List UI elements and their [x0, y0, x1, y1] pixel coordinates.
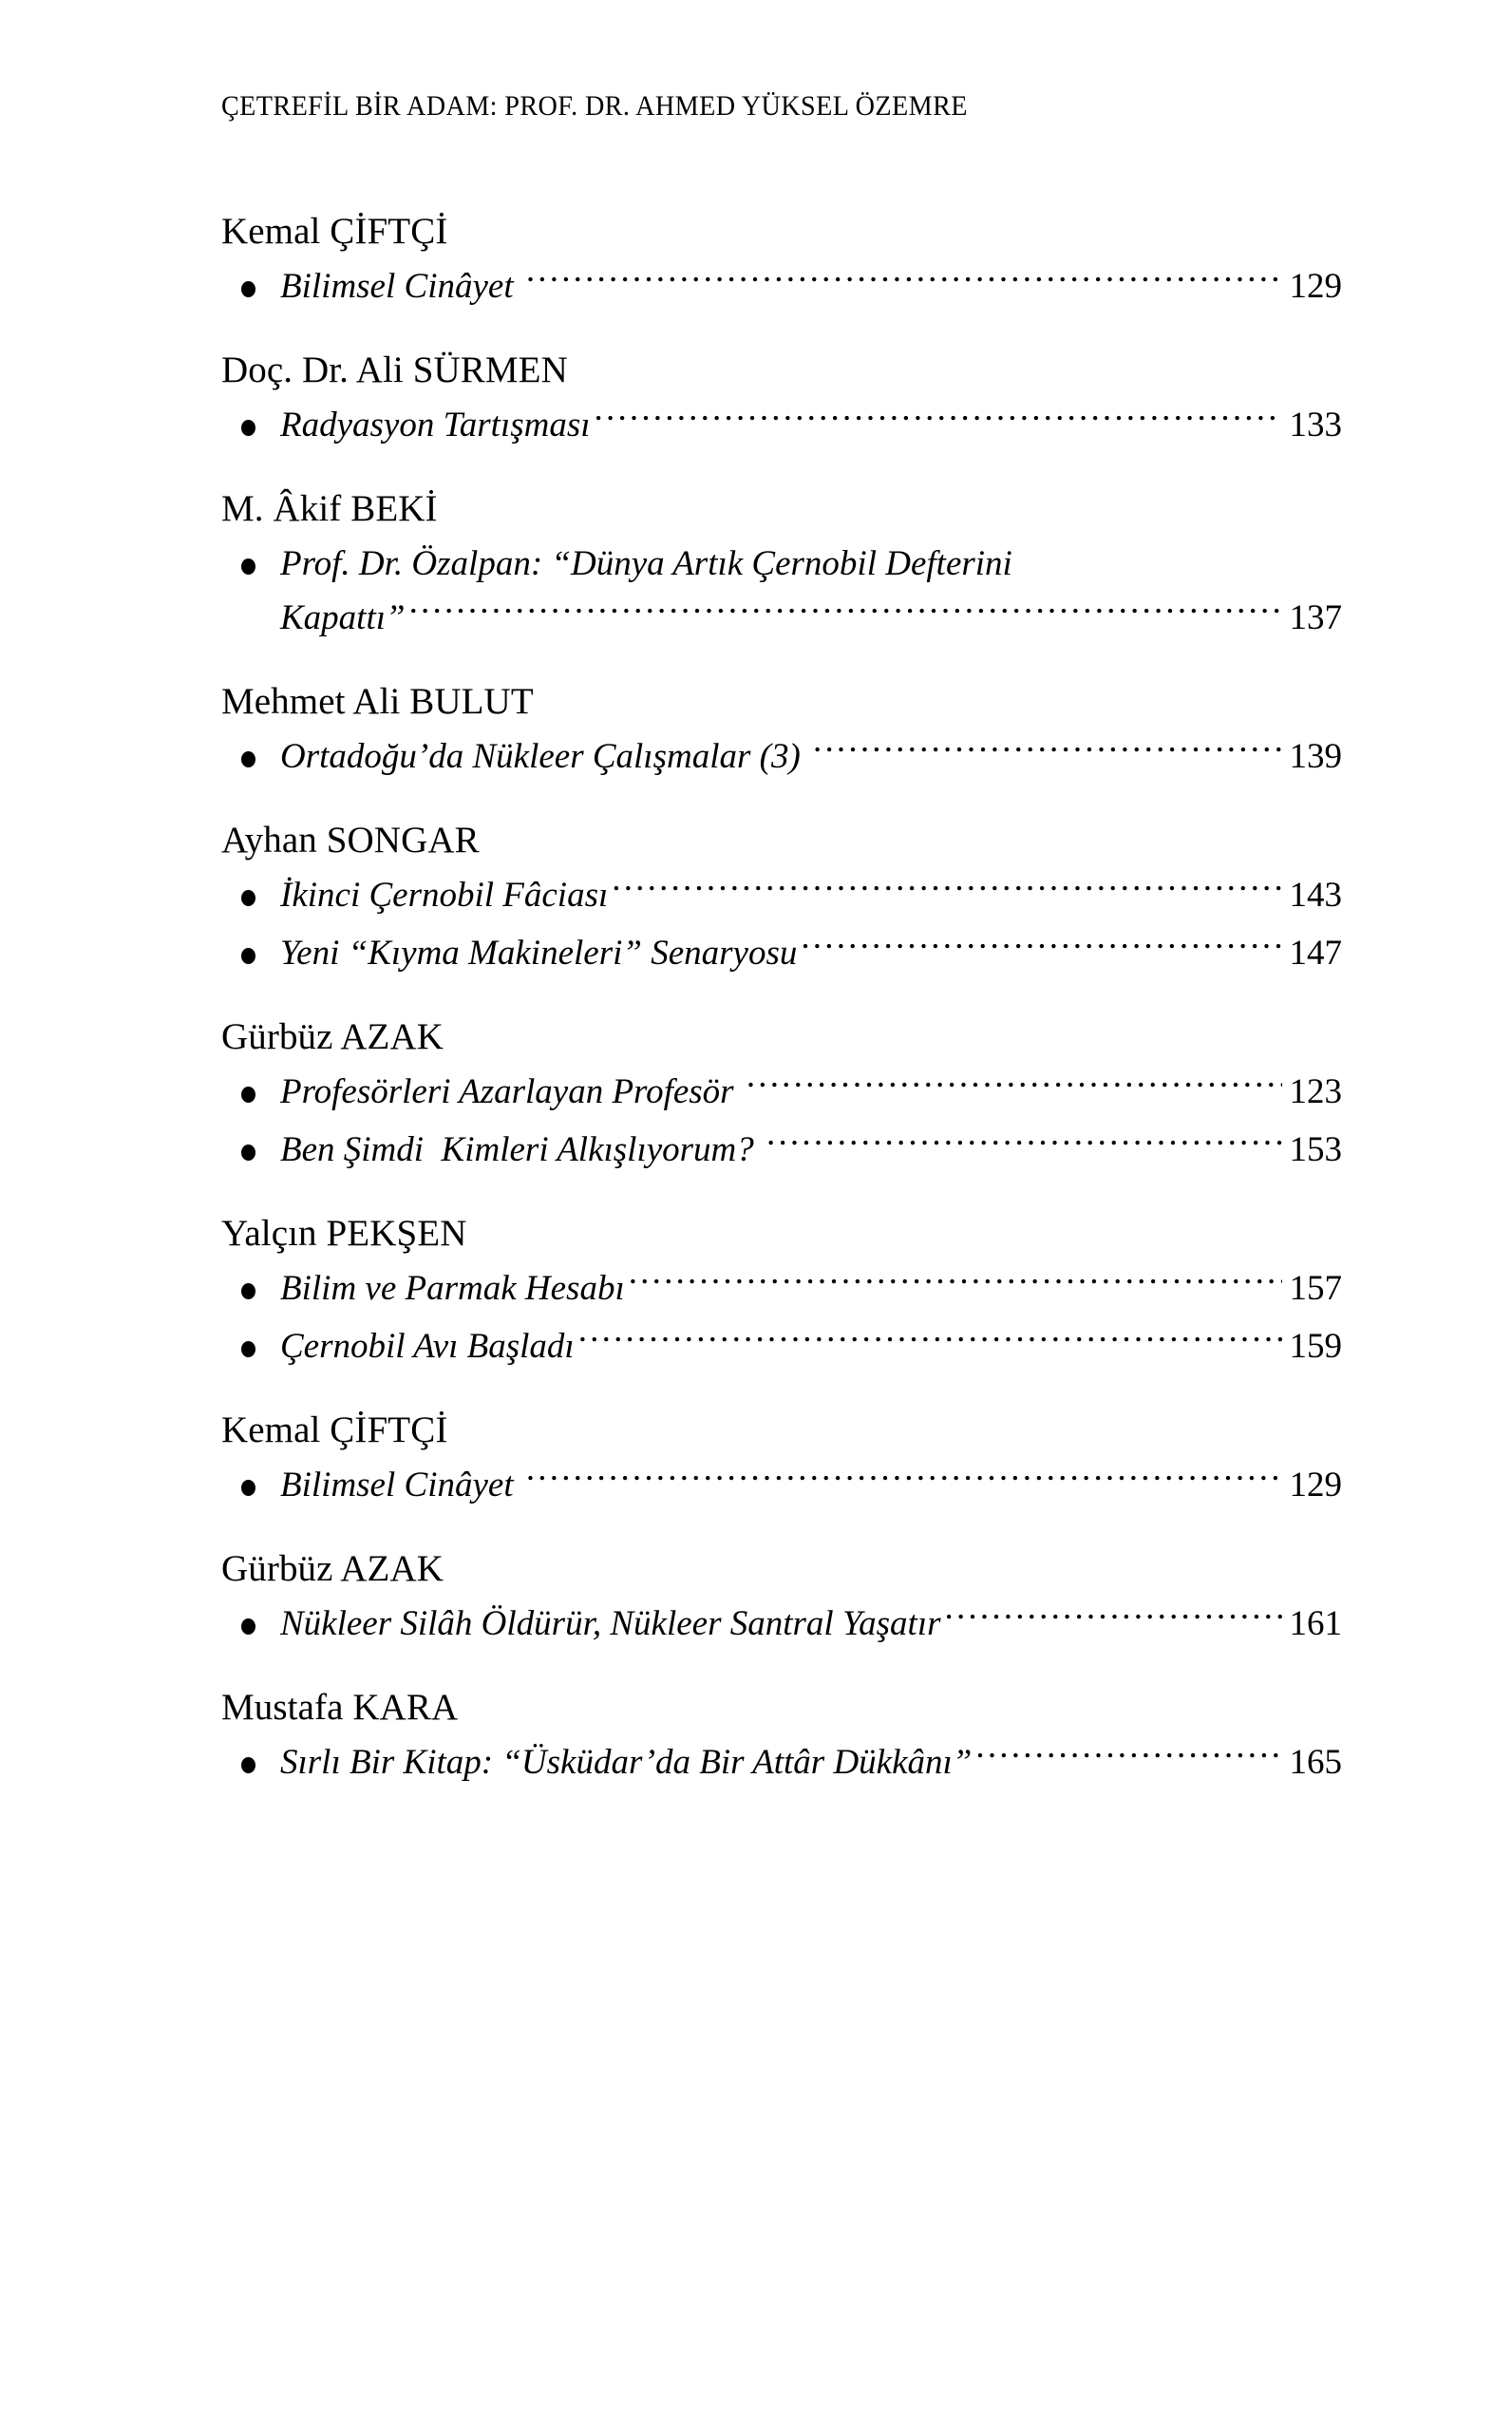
- entry-list: [221, 1065, 1342, 1177]
- entry-list: [221, 1458, 1342, 1512]
- entry-list: [221, 398, 1342, 452]
- bullet-icon: [239, 259, 256, 313]
- toc-section: [221, 677, 1342, 784]
- leader-dots: [766, 1126, 1281, 1161]
- toc-section: [221, 484, 1342, 645]
- leader-dots: [813, 732, 1281, 767]
- entry-list: [221, 729, 1342, 784]
- entry-list: [221, 1261, 1342, 1373]
- bullet-icon: [239, 926, 256, 980]
- entry-line: [280, 868, 1342, 922]
- page-number: 129: [1289, 1466, 1342, 1504]
- toc-entry[interactable]: [221, 1261, 1342, 1315]
- leader-dots: [629, 1264, 1282, 1299]
- entry-list: [221, 259, 1342, 313]
- author-name: Ayhan SONGAR: [221, 820, 480, 861]
- page-number: 153: [1289, 1130, 1342, 1169]
- bullet-icon: [239, 1261, 256, 1315]
- table-of-contents: [221, 207, 1342, 1822]
- entry-list: [221, 1735, 1342, 1789]
- toc-entry[interactable]: [221, 1458, 1342, 1512]
- toc-section: [221, 346, 1342, 452]
- leader-dots: [945, 1599, 1282, 1635]
- page-number: 165: [1289, 1743, 1342, 1782]
- leader-dots: [801, 929, 1281, 964]
- entry-title: Sırlı Bir Kitap: “Üsküdar’da Bir Attâr Dükkânı”: [280, 1743, 973, 1782]
- entry-title: Ben Şimdi Kimleri Alkışlıyorum?: [280, 1130, 764, 1169]
- entry-line: [280, 1319, 1342, 1373]
- entry-title: Çernobil Avı Başladı: [280, 1327, 575, 1366]
- entry-line: [280, 1735, 1342, 1789]
- leader-dots: [526, 262, 1282, 297]
- entry-title-line-1: Prof. Dr. Özalpan: “Dünya Artık Çernobil Defterini: [280, 544, 1012, 583]
- author-name: Gürbüz AZAK: [221, 1548, 444, 1589]
- entry-line: [280, 729, 1342, 784]
- bullet-icon: [239, 1597, 256, 1651]
- entry-line: [280, 1597, 1342, 1651]
- toc-entry[interactable]: [221, 868, 1342, 922]
- author-name: Kemal ÇİFTÇİ: [221, 211, 448, 252]
- author-name: Mustafa KARA: [221, 1687, 459, 1728]
- entry-list: [221, 868, 1342, 980]
- page-number: 137: [1289, 598, 1342, 637]
- toc-section: [221, 1012, 1342, 1177]
- toc-entry[interactable]: [221, 398, 1342, 452]
- toc-entry[interactable]: [221, 1597, 1342, 1651]
- leader-dots: [409, 594, 1282, 629]
- entry-line: [280, 1261, 1342, 1315]
- entry-line: [280, 591, 1342, 645]
- entry-title: Bilimsel Cinâyet: [280, 267, 522, 306]
- leader-dots: [747, 1068, 1282, 1103]
- author-name: M. Âkif BEKİ: [221, 488, 438, 529]
- toc-section: [221, 816, 1342, 980]
- entry-line: [280, 259, 1342, 313]
- bullet-icon: [239, 1319, 256, 1373]
- author-name: Kemal ÇİFTÇİ: [221, 1410, 448, 1450]
- page-number: 133: [1289, 406, 1342, 445]
- entry-line: [280, 398, 1342, 452]
- bullet-icon: [239, 1458, 256, 1512]
- entry-title: Radyasyon Tartışması: [280, 406, 591, 445]
- leader-dots: [578, 1322, 1282, 1357]
- author-name: Mehmet Ali BULUT: [221, 681, 534, 722]
- entry-line: [280, 1123, 1342, 1177]
- page-number: 159: [1289, 1327, 1342, 1366]
- toc-section: [221, 1209, 1342, 1373]
- entry-title: Ortadoğu’da Nükleer Çalışmalar (3): [280, 737, 810, 776]
- entry-title: Yeni “Kıyma Makineleri” Senaryosu: [280, 934, 798, 973]
- running-header: ÇETREFİL BİR ADAM: PROF. DR. AHMED YÜKSEL ÖZEMRE: [221, 90, 968, 122]
- bullet-icon: [239, 537, 256, 591]
- entry-title: Profesörleri Azarlayan Profesör: [280, 1072, 743, 1111]
- toc-entry[interactable]: [221, 1319, 1342, 1373]
- toc-section: [221, 1683, 1342, 1789]
- page-number: 129: [1289, 267, 1342, 306]
- leader-dots: [612, 871, 1281, 906]
- toc-entry[interactable]: [221, 259, 1342, 313]
- page-number: 139: [1289, 737, 1342, 776]
- page-number: 147: [1289, 934, 1342, 973]
- toc-entry[interactable]: [221, 537, 1342, 645]
- entry-list: [221, 537, 1342, 645]
- toc-entry[interactable]: [221, 1735, 1342, 1789]
- author-name: Doç. Dr. Ali SÜRMEN: [221, 350, 568, 390]
- toc-section: [221, 1406, 1342, 1512]
- toc-entry[interactable]: [221, 926, 1342, 980]
- author-name: Gürbüz AZAK: [221, 1016, 444, 1057]
- entry-line: [280, 926, 1342, 980]
- toc-section: [221, 207, 1342, 313]
- bullet-icon: [239, 868, 256, 922]
- bullet-icon: [239, 729, 256, 784]
- bullet-icon: [239, 1123, 256, 1177]
- toc-section: [221, 1544, 1342, 1651]
- leader-dots: [595, 401, 1282, 436]
- author-name: Yalçın PEKŞEN: [221, 1213, 467, 1254]
- entry-title: Bilimsel Cinâyet: [280, 1466, 522, 1504]
- page-number: 123: [1289, 1072, 1342, 1111]
- entry-line: [280, 1458, 1342, 1512]
- leader-dots: [526, 1461, 1282, 1496]
- entry-title: Bilim ve Parmak Hesabı: [280, 1269, 625, 1308]
- page-number: 161: [1289, 1604, 1342, 1643]
- entry-title: Nükleer Silâh Öldürür, Nükleer Santral Yaşatır: [280, 1604, 941, 1643]
- bullet-icon: [239, 398, 256, 452]
- toc-entry[interactable]: [221, 1065, 1342, 1119]
- toc-entry[interactable]: [221, 729, 1342, 784]
- page-number: 143: [1289, 876, 1342, 915]
- leader-dots: [975, 1738, 1281, 1773]
- bullet-icon: [239, 1735, 256, 1789]
- toc-entry[interactable]: [221, 1123, 1342, 1177]
- bullet-icon: [239, 1065, 256, 1119]
- entry-title: Kapattı”: [280, 598, 406, 637]
- entry-list: [221, 1597, 1342, 1651]
- entry-title: İkinci Çernobil Fâciası: [280, 876, 609, 915]
- page-number: 157: [1289, 1269, 1342, 1308]
- entry-line: [280, 1065, 1342, 1119]
